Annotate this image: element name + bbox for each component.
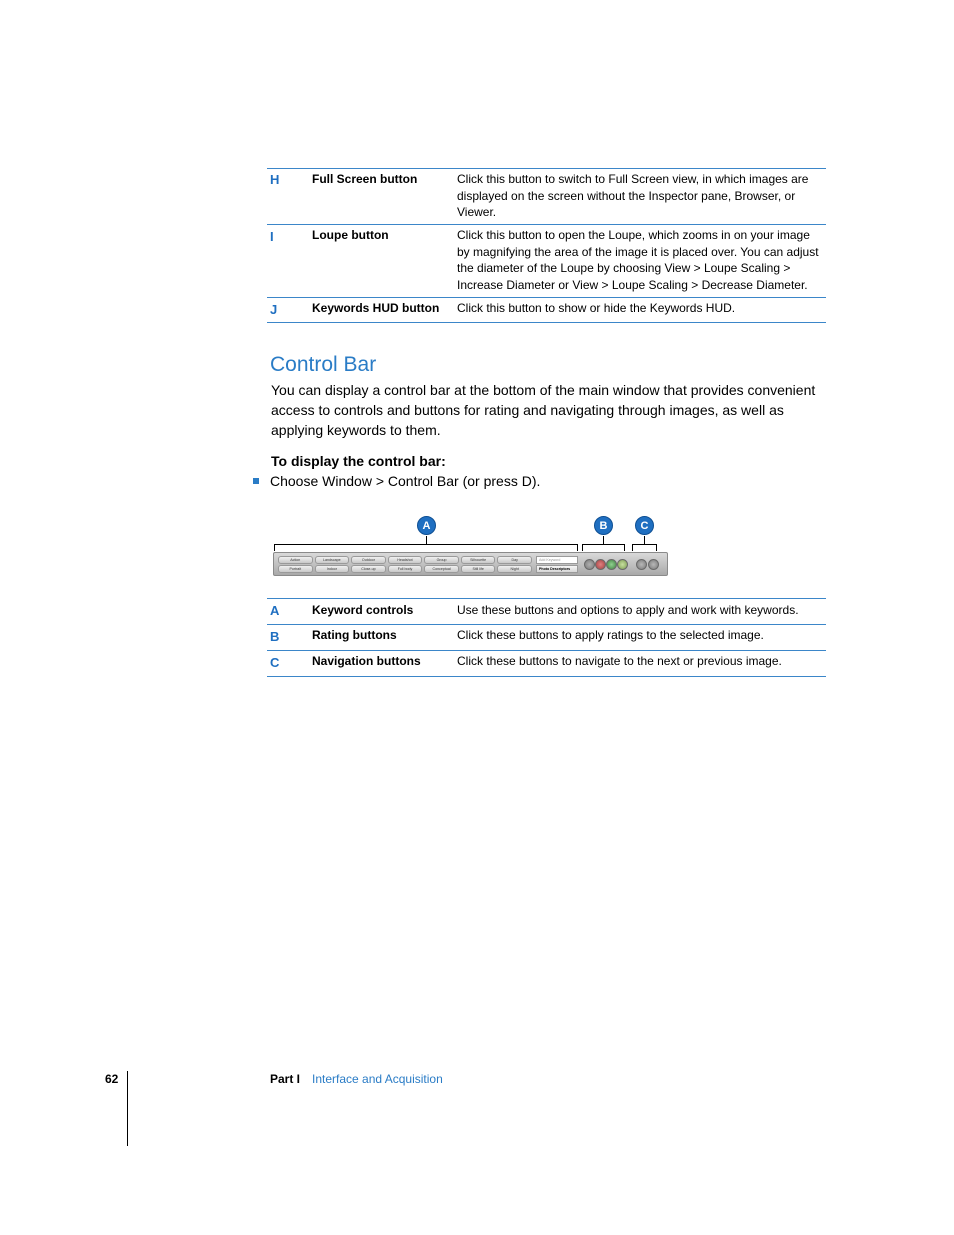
bracket-b: [624, 544, 625, 551]
bullet-item: [253, 473, 540, 489]
leader-line: [426, 536, 427, 544]
table-row: [267, 651, 826, 677]
bracket-c: [632, 544, 657, 545]
keyword-button[interactable]: Night: [497, 565, 532, 573]
row-letter: J: [270, 302, 278, 317]
keyword-button[interactable]: Still life: [461, 565, 496, 573]
bullet-text: Choose Window > Control Bar (or press D).: [270, 473, 541, 489]
bracket-a: [577, 544, 578, 551]
task-heading: To display the control bar:: [271, 453, 446, 469]
row-term: Loupe button: [312, 228, 389, 242]
row-description: Click this button to open the Loupe, which zooms in on your image by magnifying the area of the image it is placed over. You can adjust the diameter of the Loupe by choosing View > Loupe Scaling > Increase Diameter or View > Loupe Scaling > Decrease Diameter.: [457, 228, 819, 292]
keyword-button[interactable]: Action: [278, 556, 313, 564]
table-row: [267, 625, 826, 651]
callout-b: B: [594, 516, 613, 535]
row-letter: I: [270, 229, 274, 244]
callout-a: A: [417, 516, 436, 535]
reject-button[interactable]: [584, 559, 595, 570]
footer-chapter-title: Interface and Acquisition: [312, 1072, 443, 1086]
row-description: Click these buttons to navigate to the next or previous image.: [457, 654, 782, 668]
body-paragraph: You can display a control bar at the bottom of the main window that provides convenient access to controls and buttons for rating and navigating through images, as well as applying keywords to them.: [271, 382, 816, 438]
keyword-button[interactable]: Day: [497, 556, 532, 564]
row-letter: A: [270, 603, 280, 618]
keyword-button[interactable]: Landscape: [315, 556, 350, 564]
add-keyword-field[interactable]: Add Keyword: [536, 556, 578, 564]
row-description: Use these buttons and options to apply and work with keywords.: [457, 603, 799, 617]
select-button[interactable]: [617, 559, 628, 570]
leader-line: [603, 536, 604, 544]
bracket-c: [656, 544, 657, 551]
definition-table-bottom: [267, 598, 826, 677]
bracket-a: [274, 544, 578, 545]
leader-line: [644, 536, 645, 544]
row-term: Full Screen button: [312, 172, 418, 186]
keyword-button[interactable]: Group: [424, 556, 459, 564]
definition-table-top: [267, 168, 826, 323]
row-term: Keyword controls: [312, 603, 414, 617]
page-number: 62: [105, 1072, 119, 1086]
bracket-b: [582, 544, 583, 551]
keyword-button[interactable]: Full body: [388, 565, 423, 573]
keyword-button[interactable]: Outdoor: [351, 556, 386, 564]
bracket-b: [582, 544, 625, 545]
row-letter: C: [270, 655, 280, 670]
control-bar: [273, 552, 668, 576]
table-row: [267, 599, 826, 625]
bracket-a: [274, 544, 275, 551]
row-term: Rating buttons: [312, 628, 397, 642]
footer-divider: [127, 1071, 128, 1146]
next-button[interactable]: [648, 559, 659, 570]
keyword-preset-select[interactable]: Photo Descriptors: [536, 565, 578, 573]
table-row: [267, 169, 826, 225]
previous-button[interactable]: [636, 559, 647, 570]
section-heading: Control Bar: [270, 353, 377, 376]
row-description: Click this button to show or hide the Keywords HUD.: [457, 301, 736, 315]
bullet-square-icon: [253, 478, 259, 484]
keyword-button[interactable]: Silhouette: [461, 556, 496, 564]
row-term: Keywords HUD button: [312, 301, 440, 315]
rating-down-button[interactable]: [595, 559, 606, 570]
row-description: Click these buttons to apply ratings to the selected image.: [457, 628, 764, 642]
bracket-c: [632, 544, 633, 551]
keyword-button[interactable]: Indoor: [315, 565, 350, 573]
keyword-button[interactable]: Portrait: [278, 565, 313, 573]
keyword-buttons: [278, 556, 532, 573]
keyword-button[interactable]: Close-up: [351, 565, 386, 573]
keyword-button[interactable]: Headshot: [388, 556, 423, 564]
row-letter: H: [270, 172, 280, 187]
table-row: [267, 225, 826, 298]
row-letter: B: [270, 629, 280, 644]
row-description: Click this button to switch to Full Screen view, in which images are displayed on the screen without the Inspector pane, Browser, or Viewer.: [457, 172, 809, 219]
control-bar-figure: [270, 514, 670, 580]
table-row: [267, 298, 826, 323]
footer-part-label: Part I: [270, 1072, 301, 1086]
row-term: Navigation buttons: [312, 654, 421, 668]
keyword-button[interactable]: Conceptual: [424, 565, 459, 573]
callout-c: C: [635, 516, 654, 535]
rating-up-button[interactable]: [606, 559, 617, 570]
